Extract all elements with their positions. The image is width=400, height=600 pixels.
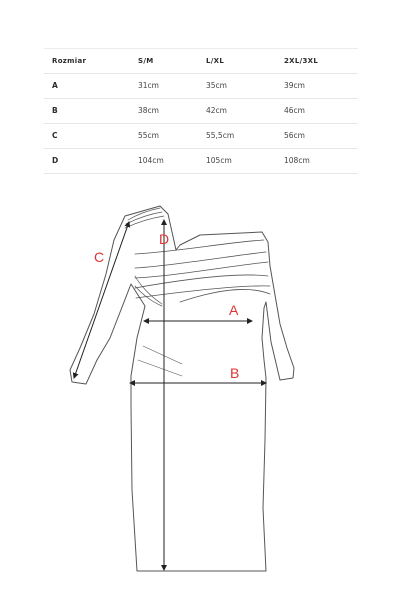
table-row — [44, 124, 358, 149]
row-label: D — [52, 156, 59, 165]
label-b: B — [230, 365, 240, 381]
header-s-m: S/M — [138, 57, 154, 65]
value-s-m: 104cm — [138, 156, 164, 165]
value-l-xl: 105cm — [206, 156, 232, 165]
table-row — [44, 74, 358, 99]
dress-illustration — [0, 190, 400, 600]
value-2xl-3xl: 46cm — [284, 106, 305, 115]
value-2xl-3xl: 56cm — [284, 131, 305, 140]
value-l-xl: 35cm — [206, 81, 227, 90]
label-a: A — [229, 302, 239, 318]
table-row — [44, 99, 358, 124]
row-label: A — [52, 81, 58, 90]
label-c: C — [94, 249, 105, 265]
size-table — [44, 48, 358, 174]
header-l-xl: L/XL — [206, 57, 225, 65]
value-l-xl: 55,5cm — [206, 131, 235, 140]
value-2xl-3xl: 108cm — [284, 156, 310, 165]
table-row — [44, 149, 358, 174]
header-size: Rozmiar — [52, 57, 87, 65]
value-s-m: 38cm — [138, 106, 159, 115]
row-label: B — [52, 106, 58, 115]
label-d: D — [159, 231, 170, 247]
value-l-xl: 42cm — [206, 106, 227, 115]
size-table-header — [44, 48, 358, 74]
value-s-m: 31cm — [138, 81, 159, 90]
value-s-m: 55cm — [138, 131, 159, 140]
row-label: C — [52, 131, 58, 140]
measurement-arrows — [74, 220, 266, 570]
dress-measurement-diagram — [0, 190, 400, 600]
value-2xl-3xl: 39cm — [284, 81, 305, 90]
arrow-c — [74, 222, 129, 378]
header-2xl-3xl: 2XL/3XL — [284, 57, 319, 65]
